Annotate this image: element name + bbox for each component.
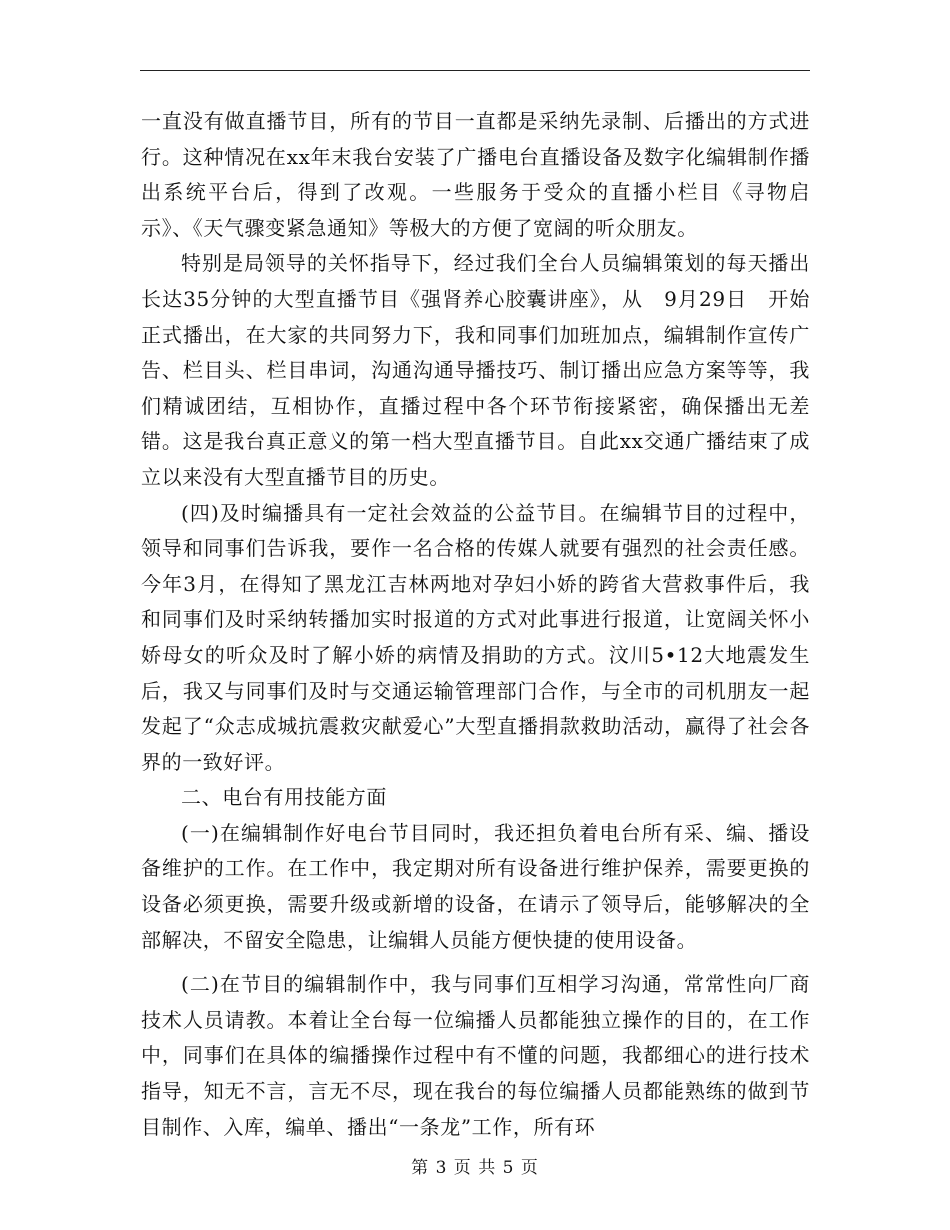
paragraph-public-welfare: (四)及时编播具有一定社会效益的公益节目。在编辑节目的过程中，领导和同事们告诉我，要作一名合格的传媒人就要有强烈的社会责任感。今年3月，在得知了黑龙江吉林两地对孕妇小娇的跨省大营救事件后，我和同事们及时采纳转播加实时报道的方式对此事进行报道，让宽阔关怀小娇母女的听众及时了解小娇的病情及捐助的方式。汶川5•12大地震发生后，我又与同事们及时与交通运输管理部门合作，与全市的司机朋友一起发起了“众志成城抗震救灾献爱心”大型直播捐款救助活动，赢得了社会各界的一致好评。 (141, 500, 810, 774)
section-heading-technical-skills: 二、电台有用技能方面 (181, 785, 387, 810)
document-body (141, 104, 810, 1145)
paragraph-equipment-maintenance: (一)在编辑制作好电台节目同时，我还担负着电台所有采、编、播设备维护的工作。在工作中，我定期对所有设备进行维护保养，需要更换的设备必须更换，需要升级或新增的设备，在请示了领导后，能够解决的全部解决，不留安全隐患，让编辑人员能方便快捷的使用设备。 (141, 820, 810, 952)
paragraph-technical-guidance: (二)在节目的编辑制作中，我与同事们互相学习沟通，常常性向厂商技术人员请教。本着让全台每一位编播人员都能独立操作的目的，在工作中，同事们在具体的编播操作过程中有不懂的问题，我都细心的进行技术指导，知无不言，言无不尽，现在我台的每位编播人员都能熟练的做到节目制作、入库，编单、播出“一条龙”工作，所有环 (141, 972, 810, 1139)
page-number-footer: 第 3 页 共 5 页 (411, 1158, 539, 1178)
header-rule (140, 70, 810, 71)
paragraph-intro-continuation: 一直没有做直播节目，所有的节目一直都是采纳先录制、后播出的方式进行。这种情况在xx年末我台安装了广播电台直播设备及数字化编辑制作播出系统平台后，得到了改观。一些服务于受众的直播小栏目《寻物启示》、《天气骤变紧急通知》等极大的方便了宽阔的听众朋友。 (141, 109, 810, 240)
paragraph-live-program: 特别是局领导的关怀指导下，经过我们全台人员编辑策划的每天播出长达35分钟的大型直播节目《强肾养心胶囊讲座》，从 9月29日 开始正式播出，在大家的共同努力下，我和同事们加班加点，编辑制作宣传广告、栏目头、栏目串词，沟通沟通导播技巧、制订播出应急方案等等，我们精诚团结，互相协作，直播过程中各个环节衔接紧密，确保播出无差错。这是我台真正意义的第一档大型直播节目。自此xx交通广播结束了成立以来没有大型直播节目的历史。 (141, 251, 810, 489)
